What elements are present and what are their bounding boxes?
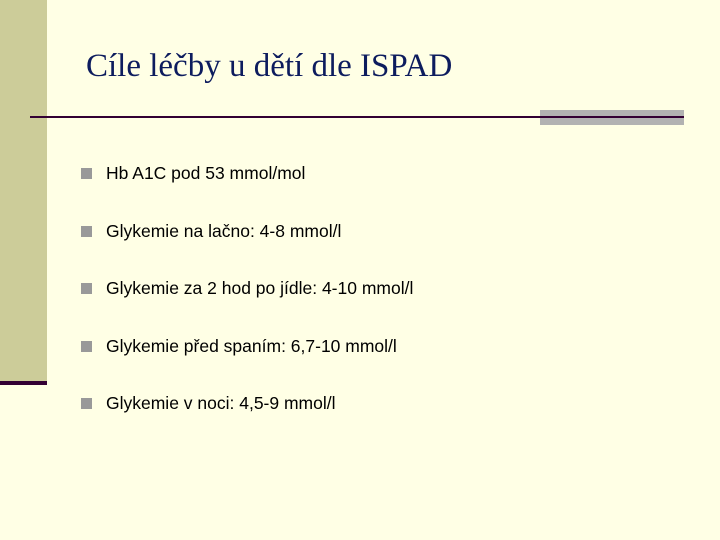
slide-title: Cíle léčby u dětí dle ISPAD — [86, 48, 453, 84]
bullet-item — [81, 218, 413, 276]
bullet-text: Glykemie za 2 hod po jídle: 4-10 mmol/l — [106, 278, 414, 298]
bullet-item — [81, 390, 413, 448]
square-bullet-icon — [81, 168, 92, 179]
square-bullet-icon — [81, 283, 92, 294]
square-bullet-icon — [81, 398, 92, 409]
bullet-item — [81, 160, 413, 218]
side-decoration-band — [0, 0, 47, 383]
square-bullet-icon — [81, 341, 92, 352]
square-bullet-icon — [81, 226, 92, 237]
bullet-item — [81, 275, 413, 333]
bullet-text: Glykemie před spaním: 6,7-10 mmol/l — [106, 335, 397, 356]
bullet-list — [81, 160, 413, 448]
side-decoration-rule — [0, 381, 47, 385]
bullet-item — [81, 333, 413, 391]
bullet-text: Glykemie v noci: 4,5-9 mmol/l — [106, 393, 336, 413]
bullet-text: Glykemie na lačno: 4-8 mmol/l — [106, 220, 342, 241]
title-rule-accent-line — [540, 116, 684, 118]
bullet-text: Hb A1C pod 53 mmol/mol — [106, 163, 306, 183]
